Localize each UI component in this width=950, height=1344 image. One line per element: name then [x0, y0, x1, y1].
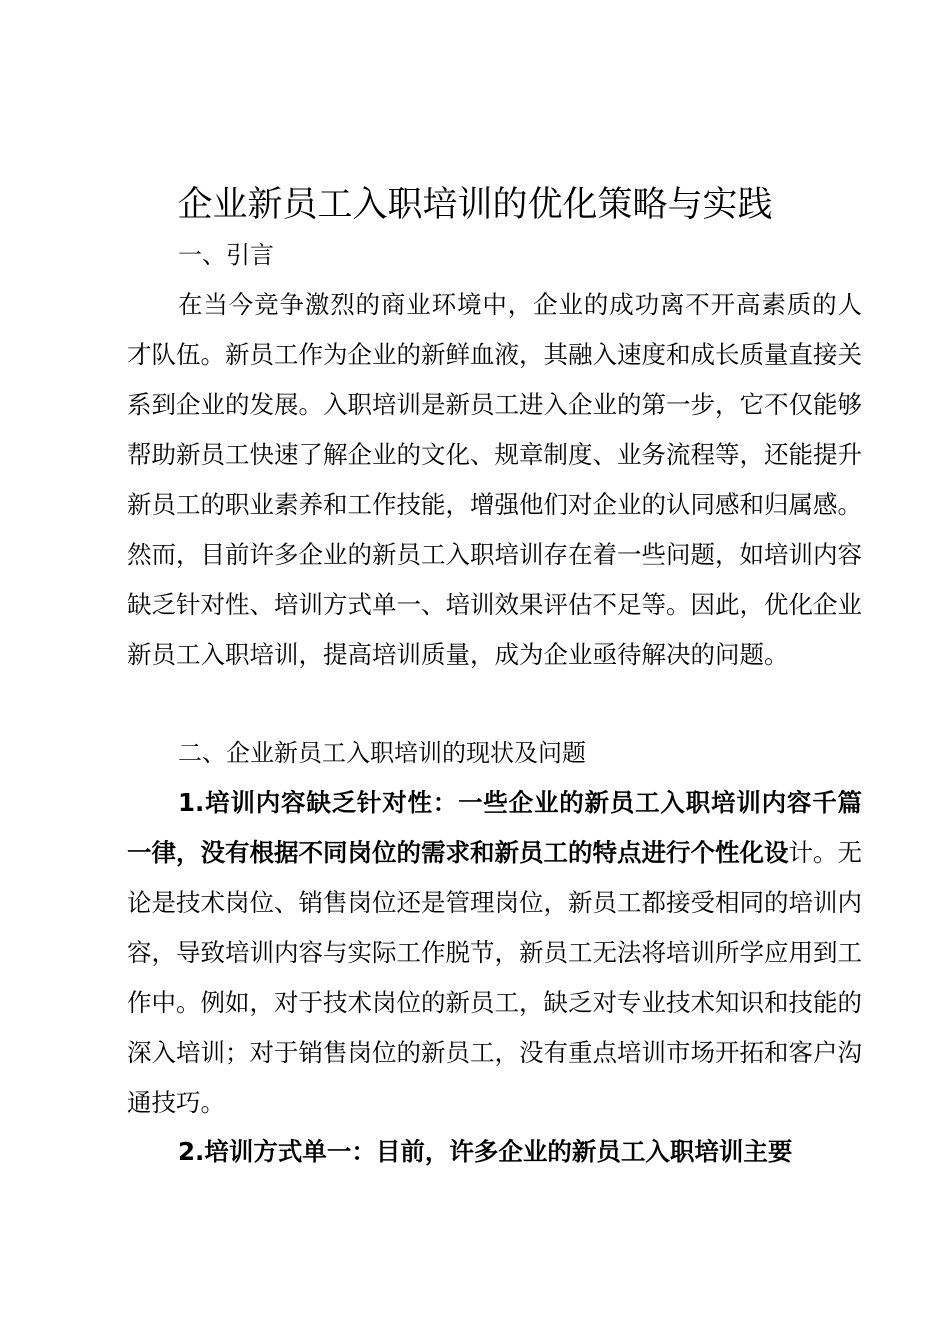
section-heading-introduction: 一、引言	[178, 241, 274, 269]
section-heading-status: 二、企业新员工入职培训的现状及问题	[178, 739, 586, 767]
problem-item-2	[127, 1127, 862, 1177]
problem-item-2-bold: 2.培训方式单一：目前，许多企业的新员工入职培训主要	[178, 1137, 793, 1166]
problem-item-1-bold: 1.培训内容缺乏针对性：一些企业的新员工入职培训内容千篇一律，没有根据不同岗位的需求和新员工的特点进行个性化设	[127, 788, 862, 867]
intro-paragraph: 在当今竞争激烈的商业环境中，企业的成功离不开高素质的人才队伍。新员工作为企业的新鲜血液，其融入速度和成长质量直接关系到企业的发展。入职培训是新员工进入企业的第一步，它不仅能够帮助新员工快速了解企业的文化、规章制度、业务流程等，还能提升新员工的职业素养和工作技能，增强他们对企业的认同感和归属感。然而，目前许多企业的新员工入职培训存在着一些问题，如培训内容缺乏针对性、培训方式单一、培训效果评估不足等。因此，优化企业新员工入职培训，提高培训质量，成为企业亟待解决的问题。	[127, 290, 862, 669]
document-title: 企业新员工入职培训的优化策略与实践	[177, 185, 773, 225]
problem-item-1-text: 计。无论是技术岗位、销售岗位还是管理岗位，新员工都接受相同的培训内容，导致培训内容与实际工作脱节，新员工无法将培训所学应用到工作中。例如，对于技术岗位的新员工，缺乏对专业技术知识和技能的深入培训；对于销售岗位的新员工，没有重点培训市场开拓和客户沟通技巧。	[127, 838, 862, 1117]
problem-item-1	[127, 778, 862, 1128]
